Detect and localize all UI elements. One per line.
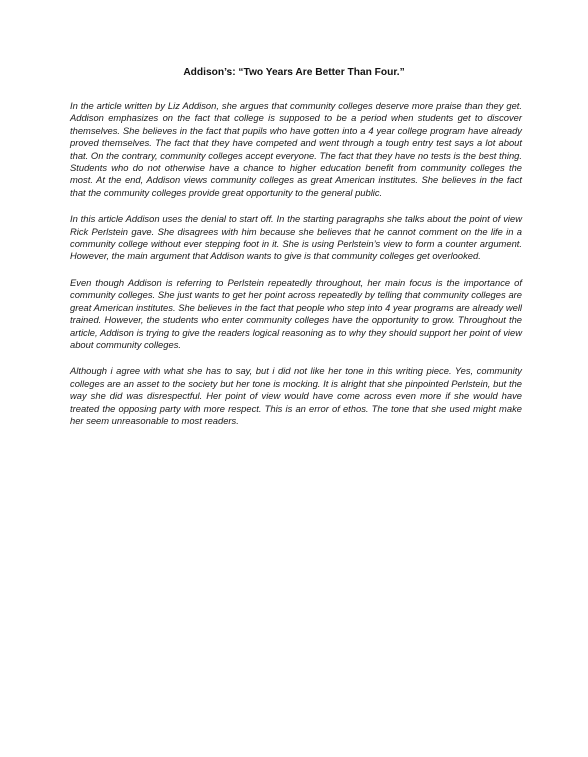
paragraph-2: In this article Addison uses the denial to start off. In the starting paragraphs she talks about the point of view Rick Perlstein gave. She disagrees with him because she believes that he cannot comment on the life in a community college without ever stepping foot in it. She is using Perlstein’s view to form a counter argument. However, the main argument that Addison wants to give is that community colleges get overlooked.	[70, 213, 522, 262]
document-title: Addison’s: “Two Years Are Better Than Four.”	[183, 67, 405, 78]
paragraph-1: In the article written by Liz Addison, she argues that community colleges deserve more praise than they get. Addison emphasizes on the fact that college is supposed to be a period when students get to discover themselves. She believes in the fact that pupils who have gotten into a 4 year college program have already proved themselves. The fact that they have competed and went through a tough entry test says a lot about that. On the contrary, community colleges accept everyone. The fact that they have no tests is the best thing. Students who do not otherwise have a chance to higher education benefit from community colleges the most. At the end, Addison views community colleges as great American institutes. She believes in the fact that the community colleges provide great opportunity to the general public.	[70, 100, 522, 198]
document-body	[70, 100, 522, 441]
paragraph-3: Even though Addison is referring to Perlstein repeatedly throughout, her main focus is the importance of community colleges. She just wants to get her point across repeatedly by telling that community colleges are great American institutes. She believes in the fact that people who step into 4 year programs are already well trained. However, the students who enter community colleges have the opportunity to grow. Throughout the article, Addison is trying to give the readers logical reasoning as to why they should support her point of view about community colleges.	[70, 276, 522, 350]
paragraph-4: Although i agree with what she has to say, but i did not like her tone in this writing piece. Yes, community colleges are an asset to the society but her tone is mocking. It is alright that she pinpointed Perlstein, but the way she did was disrespectful. Her point of view would have come across even more if she would have treated the opposing party with more respect. This is an error of ethos. The tone that she used might make her seem unreasonable to most readers.	[70, 365, 522, 426]
